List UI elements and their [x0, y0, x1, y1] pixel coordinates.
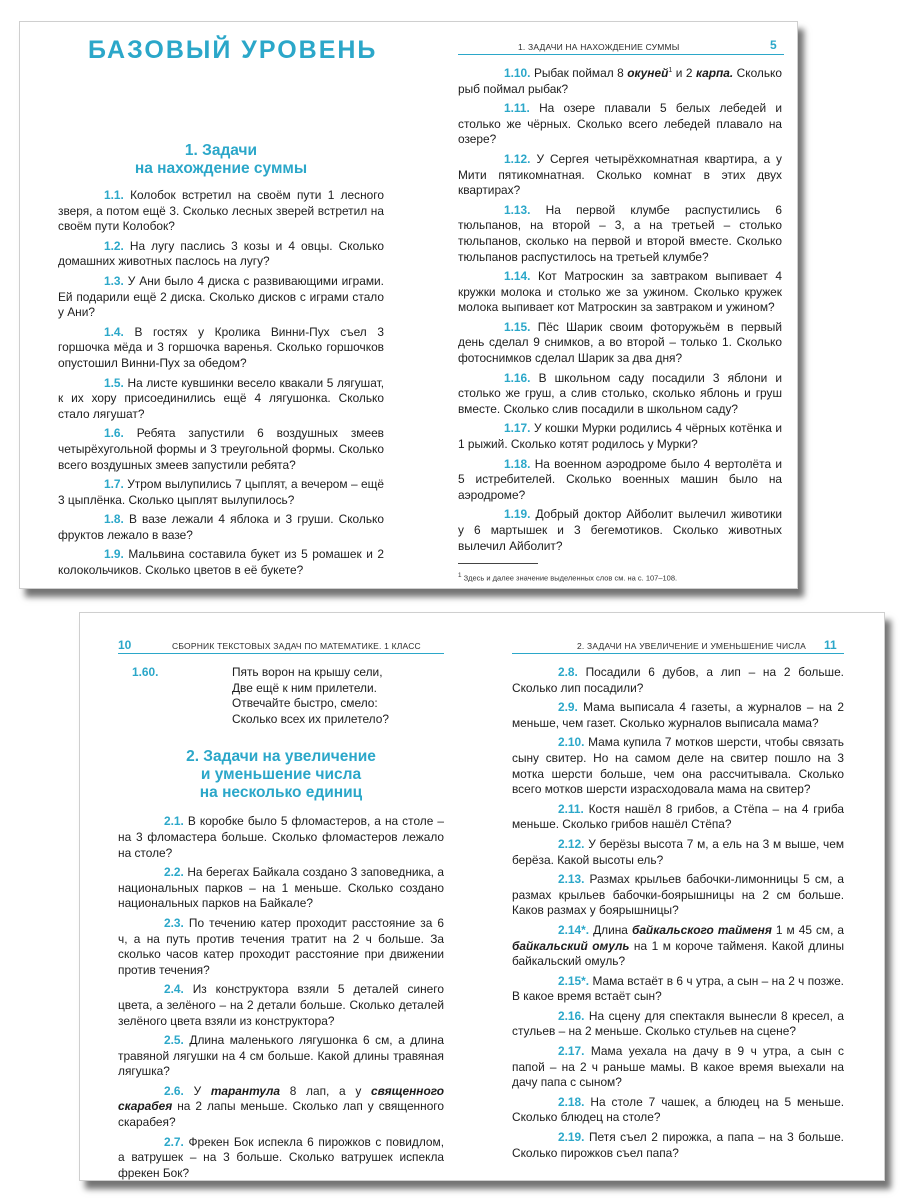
- problem-item: [58, 512, 384, 543]
- problem-text: В школьном саду посадили 3 яблони и столько же груш, а слив столько, сколько яблонь и груш вместе. Сколько слив посадили в школьном саду?: [458, 370, 782, 416]
- problem-item: [512, 1009, 844, 1040]
- problem-text: На столе 7 чашек, а блюдец на 5 меньше. Сколько блюдец на столе?: [512, 1094, 845, 1125]
- problem-text: Мама выписала 4 газеты, а журналов – на 2 меньше, чем газет. Сколько журналов выписала мама?: [512, 700, 844, 730]
- problem-text: Петя съел 2 пирожка, а папа – на 3 больше. Сколько пирожков съел папа?: [512, 1130, 844, 1160]
- problem-number: 2.13.: [558, 872, 585, 887]
- problem-number: 1.5.: [104, 375, 124, 390]
- problem-item: [512, 1095, 844, 1126]
- poem-line: Отвечайте быстро, смело:: [232, 696, 378, 711]
- problem-number: 2.10.: [558, 735, 585, 750]
- problem-number: 1.4.: [104, 324, 124, 339]
- problem-item: [58, 274, 384, 321]
- problem-text: У берёзы высота 7 м, а ель на 3 м выше, чем берёза. Какой высоты ель?: [512, 836, 844, 867]
- problem-item: [458, 457, 782, 504]
- footnote: $^1$ Здесь и далее значение выделенных слов см. на с. 107–108.: [458, 572, 678, 583]
- section-title: 2. Задачи на увеличение и уменьшение числа на несколько единиц: [186, 748, 376, 802]
- problem-item: [512, 735, 844, 797]
- poem-problem: 1.60. Пять ворон на крышу сели, Две ещё к ним прилетели. Отвечайте быстро, смело: Сколько всех их прилетело?: [118, 665, 444, 727]
- problem-item: 2.6. У тарантула 8 лап, а у священного скарабея на 2 лапы меньше. Сколько лап у священного скарабея?: [118, 1083, 445, 1130]
- problem-item: [118, 982, 444, 1029]
- problem-item: [118, 1033, 444, 1080]
- poem-line: Сколько всех их прилетело?: [232, 711, 389, 726]
- problem-text: На листе кувшинки весело квакали 5 лягушат, к их хору присоединились ещё 4 лягушонка. Сколько стало лягушат?: [58, 375, 384, 421]
- footnote-rule: [458, 563, 538, 564]
- problem-item: [58, 188, 384, 235]
- problem-text: Утром вылупились 7 цыплят, а вечером – ещё 3 цыплёнка. Сколько цыплят вылупилось?: [58, 477, 385, 507]
- problem-number: 1.15.: [504, 319, 531, 334]
- problem-text: У кошки Мурки родились 4 чёрных котёнка и 1 рыжий. Сколько котят родилось у Мурки?: [458, 421, 782, 452]
- problem-text: У Ани было 4 диска с развивающими играми. Ей подарили ещё 2 диска. Сколько дисков с играми стало у Ани?: [58, 273, 384, 320]
- page-number: 5: [770, 38, 777, 52]
- problem-text: По течению катер проходит расстояние за 6 ч, а на путь против течения тратит на 2 ч больше. За сколько часов катер проходит расстояние при движении против течения?: [118, 915, 444, 977]
- problem-text: На военном аэродроме было 4 вертолёта и 5 истребителей. Сколько военных машин было на аэродроме?: [458, 456, 782, 502]
- problem-item: [58, 239, 384, 270]
- problem-item: [512, 665, 844, 696]
- problem-number: 1.17.: [504, 421, 531, 436]
- section-title: 1. Задачи на нахождение суммы: [134, 142, 308, 177]
- problem-item: 1.10. Рыбак поймал 8 окуней$^1$ и 2 карпа. Сколько рыб поймал рыбак?: [458, 65, 783, 96]
- problem-number: 2.16.: [558, 1008, 585, 1023]
- problem-item: [58, 325, 384, 372]
- problem-item: [458, 269, 782, 316]
- problem-number: 2.18.: [558, 1094, 585, 1109]
- problem-list: [118, 814, 444, 1080]
- problem-item: [58, 477, 384, 508]
- problem-item: [512, 802, 844, 833]
- problem-number: 2.15*.: [558, 973, 590, 988]
- header-rule: [512, 653, 844, 654]
- problem-text: В гостях у Кролика Винни-Пух съел 3 горшочка мёда и 3 горшочка варенья. Сколько горшочков опустошил Винни-Пух за обедом?: [58, 324, 384, 370]
- problem-number: 1.9.: [104, 547, 124, 562]
- problem-number: 1.14.: [504, 269, 531, 284]
- problem-number: 1.2.: [104, 238, 124, 253]
- problem-number: 2.1.: [164, 814, 184, 829]
- problem-item: [58, 376, 384, 423]
- poem-line: Пять ворон на крышу сели,: [232, 665, 383, 679]
- problem-text: В вазе лежали 4 яблока и 3 груши. Сколько фруктов лежало в вазе?: [58, 512, 384, 542]
- book-spread-top: [19, 21, 798, 589]
- problem-text: На берегах Байкала создано 3 заповедника, а национальных парков – на 1 меньше. Сколько создано национальных парков на Байкале?: [118, 865, 444, 911]
- problem-item: [458, 101, 782, 148]
- problem-item: [58, 426, 384, 473]
- problem-text: Колобок встретил на своём пути 1 лесного зверя, а потом ещё 3. Сколько лесных зверей встретил на своём пути Колобок?: [58, 188, 384, 234]
- problem-number: 2.5.: [164, 1033, 184, 1048]
- problem-item: [118, 865, 444, 912]
- page-number: 11: [824, 638, 837, 652]
- problem-item: 2.7. Фрекен Бок испекла 6 пирожков с повидлом, а ватрушек – на 3 больше. Сколько ватрушек испекла фрекен Бок?: [118, 1134, 445, 1180]
- problem-number: 1.3.: [104, 273, 124, 288]
- problem-item: [512, 1044, 844, 1091]
- problem-item: [512, 974, 844, 1005]
- problem-text: На сцену для спектакля вынесли 8 кресел, а стульев – на 2 меньше. Сколько стульев на сцене?: [512, 1008, 844, 1039]
- problem-item: [118, 916, 444, 978]
- problem-number: 2.12.: [558, 836, 585, 851]
- problem-text: На лугу паслись 3 козы и 4 овцы. Сколько домашних животных паслось на лугу?: [58, 238, 385, 269]
- problem-list: [512, 665, 844, 919]
- problem-item: [512, 700, 844, 731]
- problem-item: [458, 421, 782, 452]
- problem-item: [512, 1130, 844, 1161]
- problem-number: 2.9.: [558, 700, 578, 715]
- problem-item: [458, 152, 782, 199]
- problem-text: Ребята запустили 6 воздушных змеев четырёхугольной формы и 3 треугольной формы. Сколько всего воздушных змеев запустили ребята?: [58, 426, 385, 472]
- problem-number: 2.3.: [164, 915, 184, 930]
- problem-number: 1.8.: [104, 512, 124, 527]
- problem-item: [512, 837, 844, 868]
- problem-item: [458, 371, 782, 418]
- problem-text: Мама купила 7 мотков шерсти, чтобы связать сыну свитер. Но на самом деле на свитер пошло на 3 мотка шерсти больше, чем она рассчитывала. Сколько всего мотков шерсти израсходовала мама на свитер?: [512, 735, 844, 797]
- problem-text: У Сергея четырёхкомнатная квартира, а у Мити пятикомнатная. Сколько комнат в этих двух квартирах?: [458, 151, 782, 198]
- problem-number: 1.6.: [104, 426, 124, 441]
- problem-item: [58, 547, 384, 578]
- problem-number: 2.2.: [164, 865, 184, 880]
- problem-item: 2.14*. Длина байкальского тайменя 1 м 45 см, а байкальский омуль на 1 м короче тайменя. Какой длины байкальский омуль?: [512, 922, 845, 969]
- problem-text: Кот Матроскин за завтраком выпивает 4 кружки молока и столько же за ужином. Сколько кружек молока выпивает кот Матроскин за завтраком и ужином?: [458, 269, 782, 315]
- poem-line: Две ещё к ним прилетели.: [232, 680, 377, 695]
- problem-item: [458, 507, 782, 554]
- problem-text: Размах крыльев бабочки-лимонницы 5 см, а размах крыльев бабочки-боярышницы на 2 см больше. Каков размах у боярышницы?: [512, 872, 844, 918]
- problem-text: На первой клумбе распустились 6 тюльпанов, на второй – 3, а на третьей – столько тюльпанов, сколько на первой и второй вместе. Сколько тюльпанов распустилось на третьей клумбе?: [458, 202, 782, 264]
- page-number: 10: [118, 638, 132, 652]
- problem-text: Костя нашёл 8 грибов, а Стёпа – на 4 гриба меньше. Сколько грибов нашёл Стёпа?: [512, 801, 844, 832]
- problem-item: [512, 872, 844, 919]
- problem-number: 2.11.: [558, 801, 584, 816]
- problem-text: Мама уехала на дачу в 9 ч утра, а сын с папой – на 2 ч раньше мамы. В какое время выехали на дачу папа с сыном?: [512, 1044, 844, 1090]
- problem-item: [458, 203, 782, 265]
- problem-item: [118, 814, 444, 861]
- problem-text: Пёс Шарик своим фоторужьём в первый день сделал 9 снимков, а во второй – только 1. Сколько фотоснимков сделал Шарик за два дня?: [458, 319, 782, 366]
- problem-list: [458, 101, 782, 554]
- problem-number: 1.18.: [504, 456, 531, 471]
- problem-number: 2.19.: [558, 1130, 585, 1145]
- left-column: [58, 142, 384, 583]
- level-title: БАЗОВЫЙ УРОВЕНЬ: [88, 36, 378, 64]
- running-header: СБОРНИК ТЕКСТОВЫХ ЗАДАЧ ПО МАТЕМАТИКЕ. 1 КЛАСС: [172, 641, 421, 651]
- header-rule: [118, 653, 444, 654]
- problem-number: 2.4.: [164, 982, 184, 997]
- problem-number: 1.1.: [104, 188, 124, 202]
- problem-text: Из конструктора взяли 5 деталей синего цвета, а зелёного – на 2 детали больше. Сколько деталей зелёного цвета взяли из конструктора?: [118, 982, 444, 1028]
- running-header: 1. ЗАДАЧИ НА НАХОЖДЕНИЕ СУММЫ: [518, 42, 680, 52]
- right-column: [458, 63, 782, 586]
- problem-text: Посадили 6 дубов, а лип – на 2 больше. Сколько лип посадили?: [512, 665, 844, 695]
- running-header: 2. ЗАДАЧИ НА УВЕЛИЧЕНИЕ И УМЕНЬШЕНИЕ ЧИСЛА: [577, 641, 806, 651]
- problem-number: 1.7.: [104, 477, 124, 492]
- problem-text: Мальвина составила букет из 5 ромашек и 2 колокольчиков. Сколько цветов в её букете?: [58, 547, 384, 578]
- problem-list: [512, 974, 844, 1162]
- right-column: [512, 665, 844, 1165]
- problem-number: 1.16.: [504, 370, 531, 385]
- header-rule: [458, 54, 784, 55]
- problem-text: Длина маленького лягушонка 6 см, а длина травяной лягушки на 4 см больше. Какой длины травяная лягушка?: [118, 1033, 444, 1079]
- problem-number: 2.17.: [558, 1044, 585, 1059]
- problem-number: 1.13.: [504, 202, 531, 217]
- problem-number: 2.8.: [558, 665, 578, 679]
- problem-number: 1.12.: [504, 151, 531, 166]
- problem-item: [458, 320, 782, 367]
- problem-text: Добрый доктор Айболит вылечил животики у 6 мартышек и 3 бегемотиков. Сколько животных вылечил Айболит?: [458, 507, 783, 553]
- problem-text: На озере плавали 5 белых лебедей и столько же чёрных. Сколько всего лебедей плавало на озере?: [458, 101, 782, 147]
- problem-number: 1.19.: [504, 507, 531, 522]
- book-spread-bottom: [79, 612, 885, 1181]
- problem-text: В коробке было 5 фломастеров, а на столе – на 3 фломастера больше. Сколько фломастеров лежало на столе?: [118, 814, 444, 860]
- problem-number: 1.11.: [504, 101, 530, 116]
- problem-list: [58, 188, 384, 579]
- problem-text: Мама встаёт в 6 ч утра, а сын – на 2 ч позже. В какое время встаёт сын?: [512, 973, 844, 1004]
- left-column: [118, 665, 444, 1185]
